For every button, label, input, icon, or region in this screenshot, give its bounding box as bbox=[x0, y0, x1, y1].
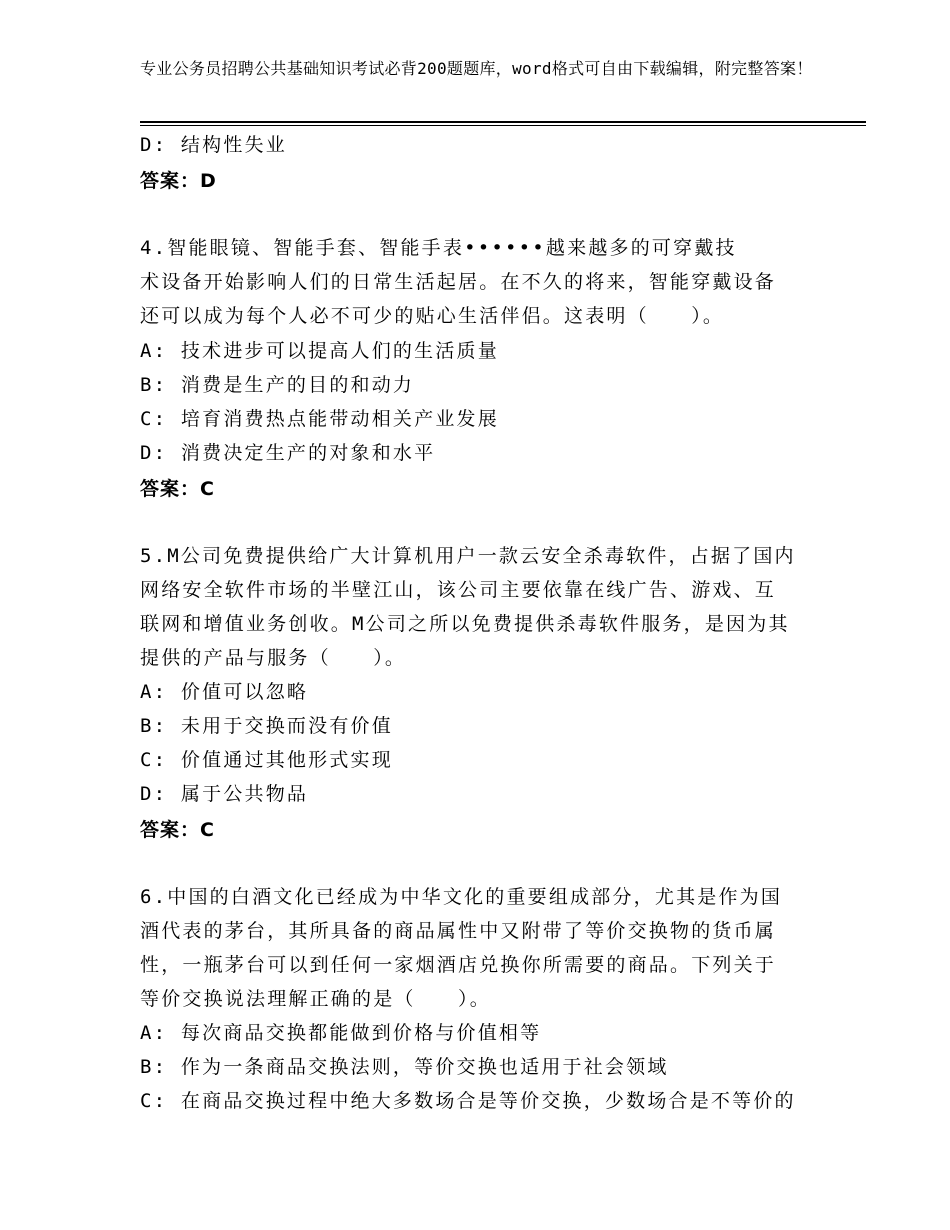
q4-stem-line-2: 术设备开始影响人们的日常生活起居。在不久的将来，智能穿戴设备 bbox=[140, 271, 777, 293]
q5-stem-line-3: 联网和增值业务创收。M公司之所以免费提供杀毒软件服务，是因为其 bbox=[140, 613, 790, 635]
q5-option-d: D: 属于公共物品 bbox=[140, 783, 309, 805]
q6-stem-line-2: 酒代表的茅台，其所具备的商品属性中又附带了等价交换物的货币属 bbox=[140, 920, 777, 942]
q5-stem-line-4: 提供的产品与服务（ ）。 bbox=[140, 647, 407, 669]
q5-option-b: B: 未用于交换而没有价值 bbox=[140, 715, 393, 737]
q4-stem-line-3: 还可以成为每个人必不可少的贴心生活伴侣。这表明（ ）。 bbox=[140, 305, 725, 327]
q6-option-c: C: 在商品交换过程中绝大多数场合是等价交换，少数场合是不等价的 bbox=[140, 1090, 796, 1112]
q6-stem-line-3: 性，一瓶茅台可以到任何一家烟酒店兑换你所需要的商品。下列关于 bbox=[140, 954, 777, 976]
header-text: 专业公务员招聘公共基础知识考试必背200题题库，word格式可自由下载编辑，附完整答案！ bbox=[140, 59, 813, 78]
q6-stem-line-4: 等价交换说法理解正确的是（ ）。 bbox=[140, 988, 491, 1010]
q5-option-c: C: 价值通过其他形式实现 bbox=[140, 749, 393, 771]
header-rule-thin bbox=[140, 125, 866, 126]
q4-stem-line-1: 4.智能眼镜、智能手套、智能手表••••••越来越多的可穿戴技 bbox=[140, 237, 737, 259]
q4-option-b: B: 消费是生产的目的和动力 bbox=[140, 374, 415, 396]
header-rule bbox=[140, 121, 866, 123]
q6-option-b: B: 作为一条商品交换法则，等价交换也适用于社会领域 bbox=[140, 1056, 669, 1078]
q5-option-a: A: 价值可以忽略 bbox=[140, 681, 309, 703]
q6-option-a: A: 每次商品交换都能做到价格与价值相等 bbox=[140, 1022, 542, 1044]
q6-stem-line-1: 6.中国的白酒文化已经成为中华文化的重要组成部分，尤其是作为国 bbox=[140, 886, 783, 908]
q4-option-a: A: 技术进步可以提高人们的生活质量 bbox=[140, 340, 499, 362]
prev-answer: 答案：D bbox=[140, 170, 217, 192]
q5-answer: 答案：C bbox=[140, 819, 215, 841]
q4-answer: 答案：C bbox=[140, 478, 215, 500]
q4-option-d: D: 消费决定生产的对象和水平 bbox=[140, 442, 436, 464]
q5-stem-line-1: 5.M公司免费提供给广大计算机用户一款云安全杀毒软件，占据了国内 bbox=[140, 545, 796, 567]
prev-option-d: D: 结构性失业 bbox=[140, 134, 287, 156]
q5-stem-line-2: 网络安全软件市场的半壁江山，该公司主要依靠在线广告、游戏、互 bbox=[140, 579, 777, 601]
q4-option-c: C: 培育消费热点能带动相关产业发展 bbox=[140, 408, 499, 430]
